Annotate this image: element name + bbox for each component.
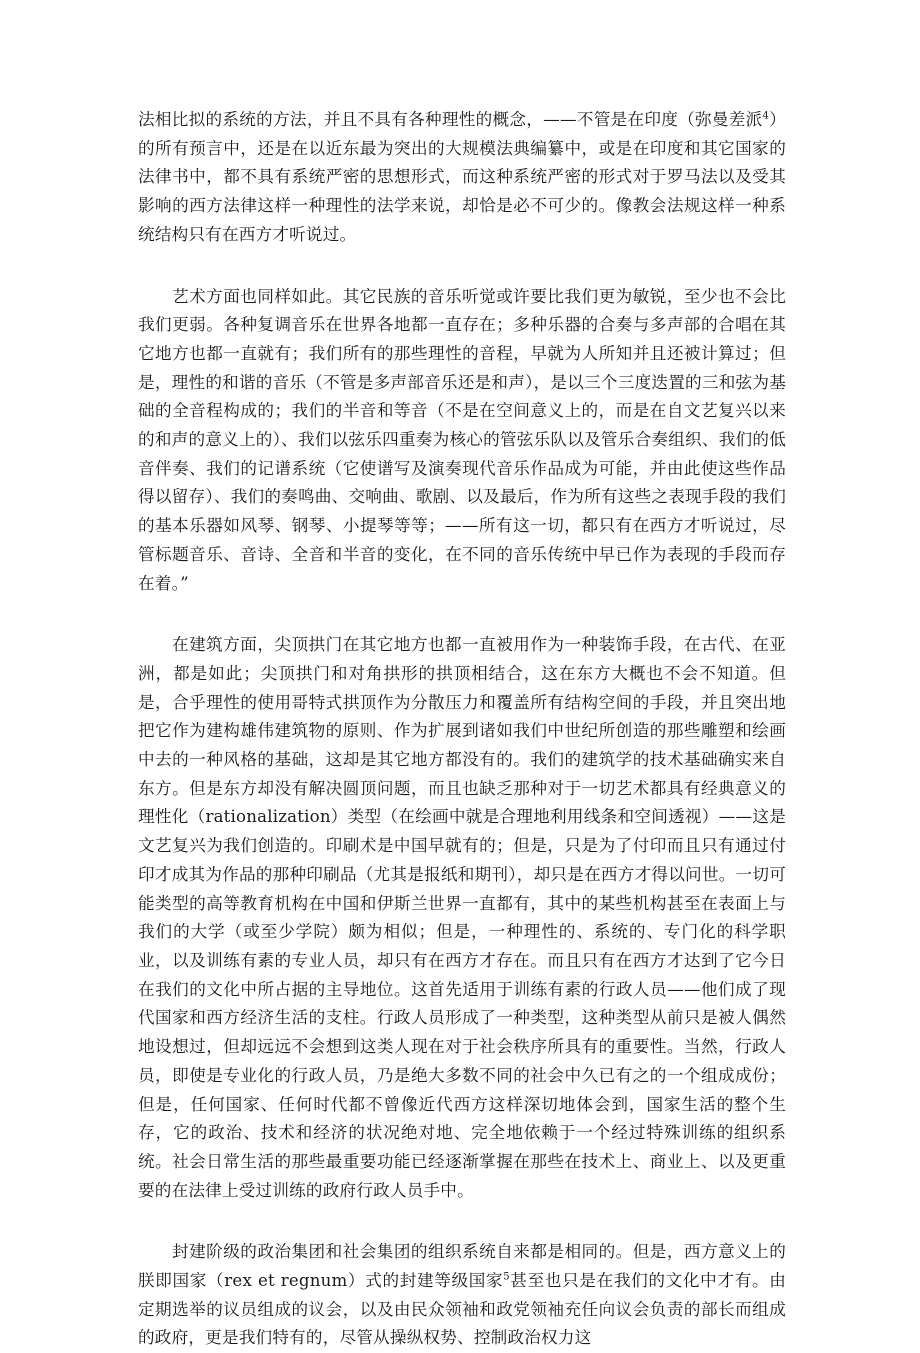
footnote-marker[interactable]: 4: [762, 110, 770, 122]
paragraph-text: 艺术方面也同样如此。其它民族的音乐听觉或许要比我们更为敏锐，至少也不会比我们更弱。各种复调音乐在世界各地都一直存在；多种乐器的合奏与多声部的合唱在其它地方也都一直就有；我们所有的那些理性的音程，早就为人所知并且还被计算过；但是，理性的和谐的音乐（不管是多声部音乐还是和声），是以三个三度迭置的三和弦为基础的全音程构成的；我们的半音和等音（不是在空间意义上的，而是在自文艺复兴以来的和声的意义上的）、我们以弦乐四重奏为核心的管弦乐队以及管乐合奏组织、我们的低音伴奏、我们的记谱系统（它使谱写及演奏现代音乐作品成为可能，并由此使这些作品得以留存）、我们的奏鸣曲、交响曲、歌剧、以及最后，作为所有这些之表现手段的我们的基本乐器如风琴、钢琴、小提琴等等；——所有这一切，都只有在西方才听说过，尽管标题音乐、音诗、全音和半音的变化，在不同的音乐传统中早已作为表现的手段而存在着。”: [138, 286, 786, 593]
paragraph-architecture: [138, 631, 786, 1205]
paragraph-text: 封建阶级的政治集团和社会集团的组织系统自来都是相同的。但是，西方意义上的朕即国家（rex et regnum）式的封建等级国家: [138, 1242, 786, 1291]
document-page: [138, 106, 786, 1353]
footnote-marker[interactable]: 5: [503, 1271, 510, 1283]
paragraph-feudal-state: [138, 1238, 786, 1353]
paragraph-text: ）的所有预言中，还是在以近东最为突出的大规模法典编纂中，或是在印度和其它国家的法律书中，都不具有系统严密的思想形式，而这种系统严密的形式对于罗马法以及受其影响的西方法律这样一种理性的法学来说，却恰是必不可少的。像教会法规这样一种系统结构只有在西方才听说过。: [138, 110, 786, 244]
paragraph-text: 甚至也只是在我们的文化中才有。由定期选举的议员组成的议会，以及由民众领袖和政党领袖充任向议会负责的部长而组成的政府，更是我们特有的，尽管从操纵权势、控制政治权力这: [138, 1271, 787, 1348]
paragraph-text: 在建筑方面，尖顶拱门在其它地方也都一直被用作为一种装饰手段，在古代、在亚洲，都是如此；尖顶拱门和对角拱形的拱顶相结合，这在东方大概也不会不知道。但是，合乎理性的使用哥特式拱顶作为分散压力和覆盖所有结构空间的手段，并且突出地把它作为建构雄伟建筑物的原则、作为扩展到诸如我们中世纪所创造的那些雕塑和绘画中去的一种风格的基础，这却是其它地方都没有的。我们的建筑学的技术基础确实来自东方。但是东方却没有解决圆顶问题，而且也缺乏那种对于一切艺术都具有经典意义的理性化（rationalization）类型（在绘画中就是合理地利用线条和空间透视）——这是文艺复兴为我们创造的。印刷术是中国早就有的；但是，只是为了付印而且只有通过付印才成其为作品的那种印刷品（尤其是报纸和期刊），却只是在西方才得以问世。一切可能类型的高等教育机构在中国和伊斯兰世界一直都有，其中的某些机构甚至在表面上与我们的大学（或至少学院）颇为相似；但是，一种理性的、系统的、专门化的科学职业，以及训练有素的专业人员，却只有在西方才存在。而且只有在西方才达到了它今日在我们的文化中所占据的主导地位。这首先适用于训练有素的行政人员——他们成了现代国家和西方经济生活的支柱。行政人员形成了一种类型，这种类型从前只是被人偶然地设想过，但却远远不会想到这类人现在对于社会秩序所具有的重要性。当然，行政人员，即使是专业化的行政人员，乃是绝大多数不同的社会中久已有之的一个组成成份；但是，任何国家、任何时代都不曾像近代西方这样深切地体会到，国家生活的整个生存，它的政治、技术和经济的状况绝对地、完全地依赖于一个经过特殊训练的组织系统。社会日常生活的那些最重要功能已经逐渐掌握在那些在技术上、商业上、以及更重要的在法律上受过训练的政府行政人员手中。: [138, 635, 786, 1200]
paragraph-law: [138, 106, 786, 250]
paragraph-text: 法相比拟的系统的方法，并且不具有各种理性的概念，——不管是在印度（弥曼差派: [138, 110, 763, 129]
paragraph-art-music: [138, 283, 786, 599]
